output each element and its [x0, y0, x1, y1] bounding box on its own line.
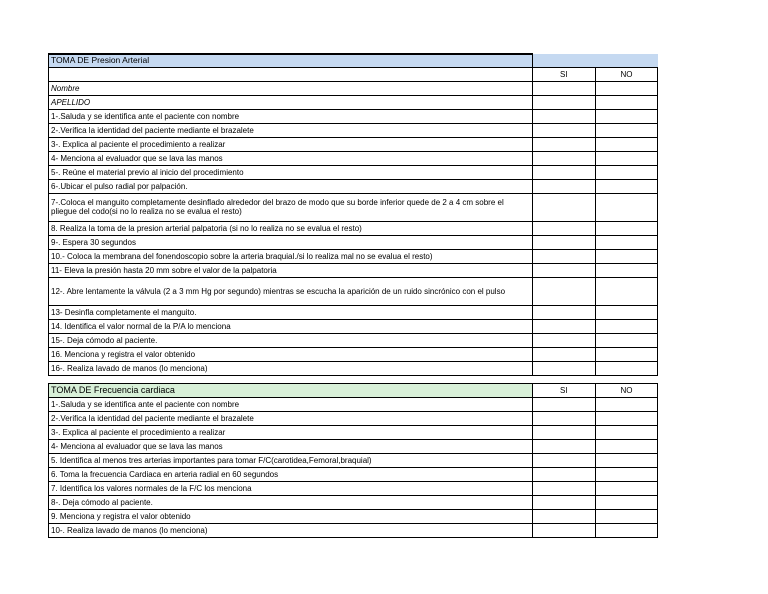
header-blank — [532, 54, 657, 67]
hr-si-cell[interactable] — [532, 468, 595, 482]
bp-si-cell[interactable] — [532, 235, 595, 249]
hr-no-cell[interactable] — [595, 510, 657, 524]
bp-si-cell[interactable] — [532, 319, 595, 333]
hr-col-no-header: NO — [595, 384, 657, 398]
bp-no-cell[interactable] — [595, 137, 657, 151]
hr-si-cell[interactable] — [532, 412, 595, 426]
bp-item: 7-.Coloca el manguito completamente desinflado alrededor del brazo de modo que su borde inferior quede de 2 a 4 cm sobre el pliegue del codo(si no lo realiza no se evalua el resto) — [49, 193, 533, 221]
col-si-header: SI — [532, 67, 595, 81]
hr-no-cell[interactable] — [595, 468, 657, 482]
bp-si-cell[interactable] — [532, 263, 595, 277]
bp-no-cell[interactable] — [595, 305, 657, 319]
bp-item: 1-.Saluda y se identifica ante el paciente con nombre — [49, 109, 533, 123]
bp-no-cell[interactable] — [595, 193, 657, 221]
hr-no-cell[interactable] — [595, 398, 657, 412]
bp-si-cell[interactable] — [532, 137, 595, 151]
bp-no-cell[interactable] — [595, 249, 657, 263]
hr-si-cell[interactable] — [532, 496, 595, 510]
bp-si-cell[interactable] — [532, 179, 595, 193]
bp-no-cell[interactable] — [595, 179, 657, 193]
hr-item: 1-.Saluda y se identifica ante el paciente con nombre — [49, 398, 533, 412]
hr-no-cell[interactable] — [595, 412, 657, 426]
frecuencia-cardiaca-title: TOMA DE Frecuencia cardiaca — [49, 384, 533, 398]
apellido-no-cell[interactable] — [595, 95, 657, 109]
bp-no-cell[interactable] — [595, 277, 657, 305]
hr-no-cell[interactable] — [595, 426, 657, 440]
hr-si-cell[interactable] — [532, 454, 595, 468]
hr-si-cell[interactable] — [532, 482, 595, 496]
bp-si-cell[interactable] — [532, 361, 595, 375]
bp-item: 6-.Ubicar el pulso radial por palpación. — [49, 179, 533, 193]
bp-item: 13- Desinfla completamente el manguito. — [49, 305, 533, 319]
hr-no-cell[interactable] — [595, 440, 657, 454]
hr-item: 3-. Explica al paciente el procedimiento a realizar — [49, 426, 533, 440]
hr-si-cell[interactable] — [532, 426, 595, 440]
hr-col-si-header: SI — [532, 384, 595, 398]
bp-no-cell[interactable] — [595, 319, 657, 333]
hr-si-cell[interactable] — [532, 510, 595, 524]
hr-no-cell[interactable] — [595, 482, 657, 496]
apellido-si-cell[interactable] — [532, 95, 595, 109]
bp-item: 15-. Deja cómodo al paciente. — [49, 333, 533, 347]
bp-si-cell[interactable] — [532, 151, 595, 165]
bp-no-cell[interactable] — [595, 151, 657, 165]
hr-item: 2-.Verifica la identidad del paciente mediante el brazalete — [49, 412, 533, 426]
bp-item: 9-. Espera 30 segundos — [49, 235, 533, 249]
bp-item: 2-.Verifica la identidad del paciente mediante el brazalete — [49, 123, 533, 137]
bp-no-cell[interactable] — [595, 165, 657, 179]
bp-si-cell[interactable] — [532, 305, 595, 319]
frecuencia-cardiaca-table — [48, 383, 658, 538]
bp-item: 16. Menciona y registra el valor obtenido — [49, 347, 533, 361]
bp-no-cell[interactable] — [595, 109, 657, 123]
nombre-si-cell[interactable] — [532, 81, 595, 95]
hr-si-cell[interactable] — [532, 440, 595, 454]
bp-si-cell[interactable] — [532, 221, 595, 235]
bp-no-cell[interactable] — [595, 361, 657, 375]
bp-item: 5-. Reúne el material previo al inicio del procedimiento — [49, 165, 533, 179]
apellido-label: APELLIDO — [49, 95, 533, 109]
presion-arterial-table — [48, 53, 658, 376]
hr-item: 6. Toma la frecuencia Cardiaca en arteria radial en 60 segundos — [49, 468, 533, 482]
hr-item: 4- Menciona al evaluador que se lava las manos — [49, 440, 533, 454]
hr-si-cell[interactable] — [532, 398, 595, 412]
bp-si-cell[interactable] — [532, 277, 595, 305]
bp-no-cell[interactable] — [595, 221, 657, 235]
hr-item: 10-. Realiza lavado de manos (lo menciona) — [49, 524, 533, 538]
bp-no-cell[interactable] — [595, 235, 657, 249]
hr-no-cell[interactable] — [595, 454, 657, 468]
bp-si-cell[interactable] — [532, 193, 595, 221]
bp-no-cell[interactable] — [595, 123, 657, 137]
header-spacer-cell — [49, 67, 533, 81]
bp-no-cell[interactable] — [595, 333, 657, 347]
hr-no-cell[interactable] — [595, 524, 657, 538]
hr-item: 7. Identifica los valores normales de la F/C los menciona — [49, 482, 533, 496]
hr-item: 5. Identifica al menos tres arterias importantes para tomar F/C(carotidea,Femoral,braquial) — [49, 454, 533, 468]
bp-item: 11- Eleva la presión hasta 20 mm sobre el valor de la palpatoria — [49, 263, 533, 277]
bp-item: 3-. Explica al paciente el procedimiento a realizar — [49, 137, 533, 151]
bp-si-cell[interactable] — [532, 249, 595, 263]
bp-no-cell[interactable] — [595, 347, 657, 361]
hr-item: 8-. Deja cómodo al paciente. — [49, 496, 533, 510]
bp-item: 8. Realiza la toma de la presion arterial palpatoria (si no lo realiza no se evalua el resto) — [49, 221, 533, 235]
bp-si-cell[interactable] — [532, 333, 595, 347]
bp-si-cell[interactable] — [532, 123, 595, 137]
hr-no-cell[interactable] — [595, 496, 657, 510]
bp-item: 14. Identifica el valor normal de la P/A lo menciona — [49, 319, 533, 333]
col-no-header: NO — [595, 67, 657, 81]
presion-arterial-title: TOMA DE Presion Arterial — [49, 54, 533, 67]
bp-si-cell[interactable] — [532, 165, 595, 179]
nombre-no-cell[interactable] — [595, 81, 657, 95]
bp-item: 16-. Realiza lavado de manos (lo menciona) — [49, 361, 533, 375]
hr-si-cell[interactable] — [532, 524, 595, 538]
bp-item: 12-. Abre lentamente la válvula (2 a 3 mm Hg por segundo) mientras se escucha la aparición de un ruido sincrónico con el pulso — [49, 277, 533, 305]
bp-si-cell[interactable] — [532, 109, 595, 123]
nombre-label: Nombre — [49, 81, 533, 95]
hr-item: 9. Menciona y registra el valor obtenido — [49, 510, 533, 524]
bp-item: 10.- Coloca la membrana del fonendoscopio sobre la arteria braquial./si lo realiza mal no se evalua el resto) — [49, 249, 533, 263]
bp-item: 4- Menciona al evaluador que se lava las manos — [49, 151, 533, 165]
bp-no-cell[interactable] — [595, 263, 657, 277]
bp-si-cell[interactable] — [532, 347, 595, 361]
